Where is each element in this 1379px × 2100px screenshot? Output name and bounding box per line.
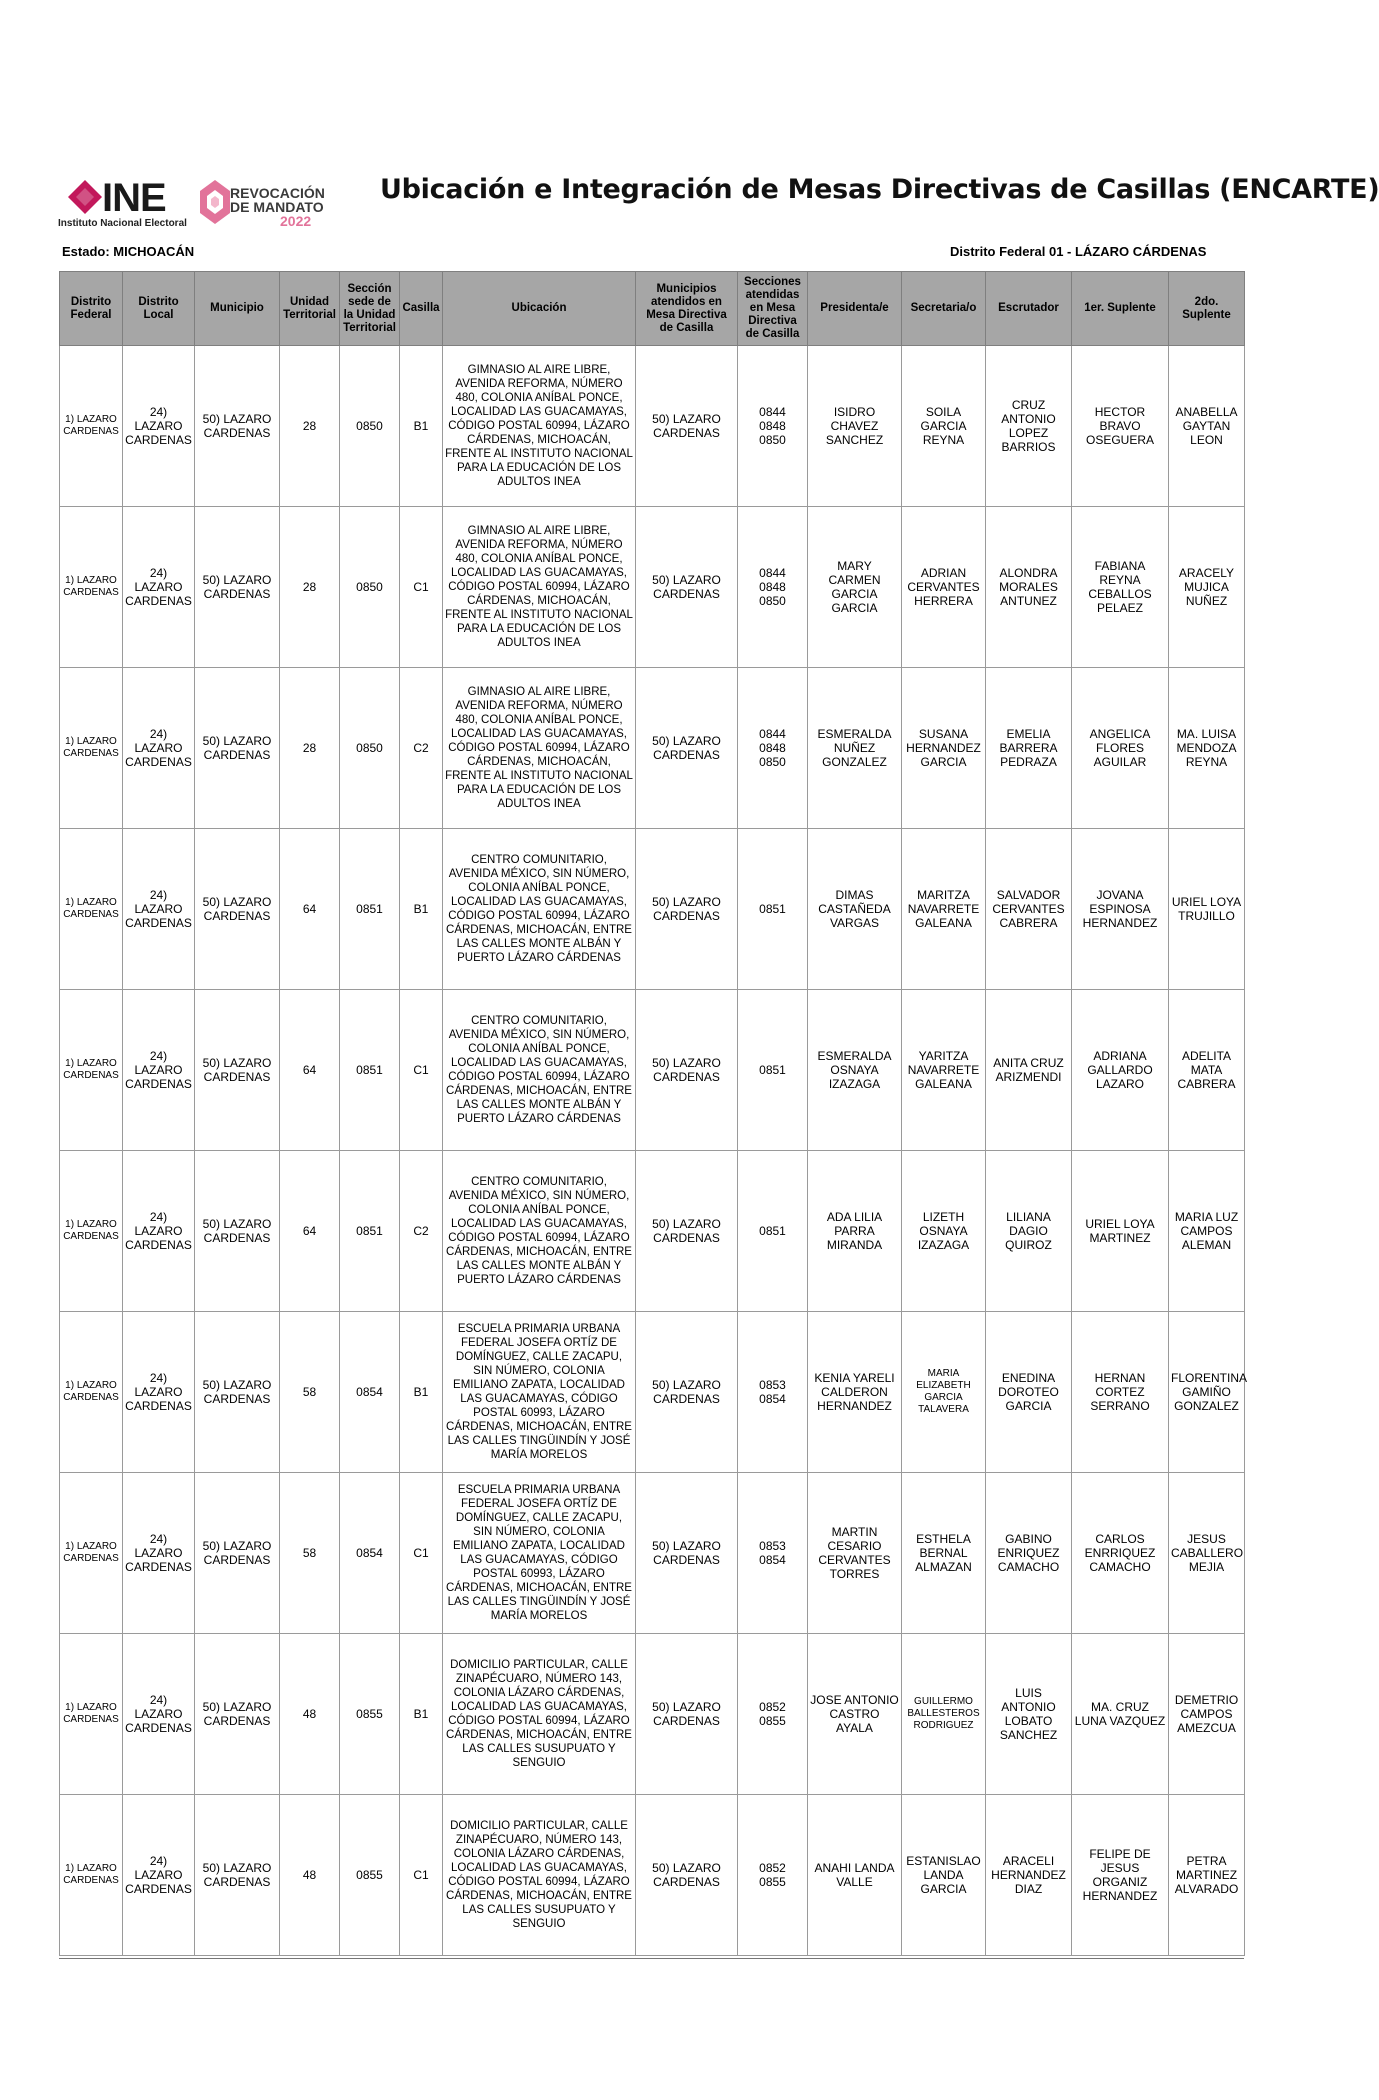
municipios-atendidos-cell: 50) LAZARO CARDENAS <box>636 507 738 668</box>
table-row <box>60 668 1245 829</box>
municipios-atendidos-cell: 50) LAZARO CARDENAS <box>636 1795 738 1956</box>
municipio-cell: 50) LAZARO CARDENAS <box>195 346 280 507</box>
municipio-cell: 50) LAZARO CARDENAS <box>195 507 280 668</box>
seccion-value: 0848 <box>759 580 786 594</box>
distrito-local-cell: 24) LAZARO CARDENAS <box>123 346 195 507</box>
seccion-sede-cell: 0850 <box>340 346 400 507</box>
secretario-cell: YARITZA NAVARRETE GALEANA <box>902 990 986 1151</box>
table-body <box>60 346 1248 1956</box>
bottom-rule <box>59 1958 1244 1959</box>
primer-suplente-cell: JOVANA ESPINOSA HERNANDEZ <box>1072 829 1169 990</box>
table-row <box>60 507 1245 668</box>
escrutador-cell: LILIANA DAGIO QUIROZ <box>986 1151 1072 1312</box>
casilla-cell: B1 <box>400 1634 443 1795</box>
secciones-atendidas-cell <box>738 1151 808 1312</box>
municipio-cell: 50) LAZARO CARDENAS <box>195 1473 280 1634</box>
seccion-sede-cell: 0851 <box>340 990 400 1151</box>
casilla-cell: C1 <box>400 990 443 1151</box>
table-row <box>60 1312 1245 1473</box>
casilla-cell: B1 <box>400 829 443 990</box>
seccion-value: 0850 <box>759 594 786 608</box>
primer-suplente-cell: FELIPE DE JESUS ORGANIZ HERNANDEZ <box>1072 1795 1169 1956</box>
revocacion-logo-text <box>230 186 325 214</box>
distrito-local-cell: 24) LAZARO CARDENAS <box>123 990 195 1151</box>
seccion-value: 0853 <box>759 1378 786 1392</box>
municipios-atendidos-cell: 50) LAZARO CARDENAS <box>636 1151 738 1312</box>
escrutador-cell: ALONDRA MORALES ANTUNEZ <box>986 507 1072 668</box>
seccion-value: 0850 <box>759 755 786 769</box>
seccion-sede-cell: 0851 <box>340 829 400 990</box>
ine-diamond-icon <box>68 180 102 214</box>
secretario-cell: LIZETH OSNAYA IZAZAGA <box>902 1151 986 1312</box>
primer-suplente-cell: FABIANA REYNA CEBALLOS PELAEZ <box>1072 507 1169 668</box>
column-header: 1er. Suplente <box>1072 272 1169 346</box>
presidente-cell: JOSE ANTONIO CASTRO AYALA <box>808 1634 902 1795</box>
municipio-cell: 50) LAZARO CARDENAS <box>195 1151 280 1312</box>
casilla-cell: C1 <box>400 507 443 668</box>
distrito-federal-cell: 1) LAZARO CARDENAS <box>60 829 123 990</box>
distrito-federal-cell: 1) LAZARO CARDENAS <box>60 1312 123 1473</box>
seccion-sede-cell: 0851 <box>340 1151 400 1312</box>
seccion-value: 0854 <box>759 1392 786 1406</box>
column-header: 2do. Suplente <box>1169 272 1245 346</box>
column-header: Unidad Territorial <box>280 272 340 346</box>
distrito-local-cell: 24) LAZARO CARDENAS <box>123 507 195 668</box>
encarte-table <box>59 271 1248 1956</box>
secciones-atendidas-cell <box>738 507 808 668</box>
seccion-sede-cell: 0854 <box>340 1473 400 1634</box>
distrito-local-cell: 24) LAZARO CARDENAS <box>123 668 195 829</box>
distrito-federal-cell: 1) LAZARO CARDENAS <box>60 507 123 668</box>
ubicacion-cell: CENTRO COMUNITARIO, AVENIDA MÉXICO, SIN NÚMERO, COLONIA ANÍBAL PONCE, LOCALIDAD LAS GUACAMAYAS, CÓDIGO POSTAL 60994, LÁZARO CÁRDENAS, MICHOACÁN, ENTRE LAS CALLES MONTE ALBÁN Y PUERTO LÁZARO CÁRDENAS <box>443 1151 636 1312</box>
presidente-cell: ESMERALDA NUÑEZ GONZALEZ <box>808 668 902 829</box>
table-row <box>60 1151 1245 1312</box>
secciones-atendidas-cell <box>738 990 808 1151</box>
column-header: Secretaria/o <box>902 272 986 346</box>
primer-suplente-cell: ANGELICA FLORES AGUILAR <box>1072 668 1169 829</box>
ubicacion-cell: CENTRO COMUNITARIO, AVENIDA MÉXICO, SIN NÚMERO, COLONIA ANÍBAL PONCE, LOCALIDAD LAS GUACAMAYAS, CÓDIGO POSTAL 60994, LÁZARO CÁRDENAS, MICHOACÁN, ENTRE LAS CALLES MONTE ALBÁN Y PUERTO LÁZARO CÁRDENAS <box>443 990 636 1151</box>
table-row <box>60 1795 1245 1956</box>
column-header: Sección sede de la Unidad Territorial <box>340 272 400 346</box>
municipios-atendidos-cell: 50) LAZARO CARDENAS <box>636 346 738 507</box>
escrutador-cell: CRUZ ANTONIO LOPEZ BARRIOS <box>986 346 1072 507</box>
seccion-value: 0844 <box>759 566 786 580</box>
distrito-local-cell: 24) LAZARO CARDENAS <box>123 1795 195 1956</box>
seccion-value: 0855 <box>759 1714 786 1728</box>
column-header: Casilla <box>400 272 443 346</box>
primer-suplente-cell: URIEL LOYA MARTINEZ <box>1072 1151 1169 1312</box>
primer-suplente-cell: ADRIANA GALLARDO LAZARO <box>1072 990 1169 1151</box>
seccion-sede-cell: 0850 <box>340 668 400 829</box>
column-header: Municipio <box>195 272 280 346</box>
table-row <box>60 990 1245 1151</box>
municipio-cell: 50) LAZARO CARDENAS <box>195 1312 280 1473</box>
secretario-cell: ADRIAN CERVANTES HERRERA <box>902 507 986 668</box>
municipios-atendidos-cell: 50) LAZARO CARDENAS <box>636 1312 738 1473</box>
escrutador-cell: EMELIA BARRERA PEDRAZA <box>986 668 1072 829</box>
escrutador-cell: GABINO ENRIQUEZ CAMACHO <box>986 1473 1072 1634</box>
unidad-territorial-cell: 28 <box>280 507 340 668</box>
municipios-atendidos-cell: 50) LAZARO CARDENAS <box>636 1473 738 1634</box>
unidad-territorial-cell: 58 <box>280 1473 340 1634</box>
municipios-atendidos-cell: 50) LAZARO CARDENAS <box>636 1634 738 1795</box>
ubicacion-cell: GIMNASIO AL AIRE LIBRE, AVENIDA REFORMA, NÚMERO 480, COLONIA ANÍBAL PONCE, LOCALIDAD LAS GUACAMAYAS, CÓDIGO POSTAL 60994, LÁZARO CÁRDENAS, MICHOACÁN, FRENTE AL INSTITUTO NACIONAL PARA LA EDUCACIÓN DE LOS ADULTOS INEA <box>443 668 636 829</box>
column-header: Escrutador <box>986 272 1072 346</box>
table-header-row <box>60 272 1245 346</box>
distrito-federal-cell: 1) LAZARO CARDENAS <box>60 346 123 507</box>
seccion-value: 0855 <box>759 1875 786 1889</box>
presidente-cell: ADA LILIA PARRA MIRANDA <box>808 1151 902 1312</box>
seccion-value: 0851 <box>759 1224 786 1238</box>
unidad-territorial-cell: 28 <box>280 346 340 507</box>
secretario-cell: MARITZA NAVARRETE GALEANA <box>902 829 986 990</box>
seccion-value: 0851 <box>759 902 786 916</box>
document-title: Ubicación e Integración de Mesas Directivas de Casillas (ENCARTE) <box>380 174 1379 205</box>
presidente-cell: ESMERALDA OSNAYA IZAZAGA <box>808 990 902 1151</box>
seccion-sede-cell: 0855 <box>340 1795 400 1956</box>
presidente-cell: ANAHI LANDA VALLE <box>808 1795 902 1956</box>
ubicacion-cell: GIMNASIO AL AIRE LIBRE, AVENIDA REFORMA, NÚMERO 480, COLONIA ANÍBAL PONCE, LOCALIDAD LAS GUACAMAYAS, CÓDIGO POSTAL 60994, LÁZARO CÁRDENAS, MICHOACÁN, FRENTE AL INSTITUTO NACIONAL PARA LA EDUCACIÓN DE LOS ADULTOS INEA <box>443 507 636 668</box>
secciones-atendidas-cell <box>738 346 808 507</box>
municipio-cell: 50) LAZARO CARDENAS <box>195 829 280 990</box>
secciones-atendidas-cell <box>738 668 808 829</box>
secciones-atendidas-cell <box>738 829 808 990</box>
presidente-cell: MARY CARMEN GARCIA GARCIA <box>808 507 902 668</box>
secretario-cell: ESTHELA BERNAL ALMAZAN <box>902 1473 986 1634</box>
table-row <box>60 346 1245 507</box>
mandato-line: DE MANDATO <box>230 199 324 215</box>
municipio-cell: 50) LAZARO CARDENAS <box>195 668 280 829</box>
primer-suplente-cell: MA. CRUZ LUNA VAZQUEZ <box>1072 1634 1169 1795</box>
column-header: Ubicación <box>443 272 636 346</box>
municipio-cell: 50) LAZARO CARDENAS <box>195 1795 280 1956</box>
escrutador-cell: ENEDINA DOROTEO GARCIA <box>986 1312 1072 1473</box>
column-header: Secciones atendidas en Mesa Directiva de Casilla <box>738 272 808 346</box>
column-header: Distrito Federal <box>60 272 123 346</box>
escrutador-cell: SALVADOR CERVANTES CABRERA <box>986 829 1072 990</box>
presidente-cell: DIMAS CASTAÑEDA VARGAS <box>808 829 902 990</box>
distrito-local-cell: 24) LAZARO CARDENAS <box>123 1151 195 1312</box>
secciones-atendidas-cell <box>738 1795 808 1956</box>
seccion-value: 0852 <box>759 1861 786 1875</box>
seccion-value: 0844 <box>759 405 786 419</box>
municipios-atendidos-cell: 50) LAZARO CARDENAS <box>636 829 738 990</box>
distrito-federal-cell: 1) LAZARO CARDENAS <box>60 1151 123 1312</box>
distrito-federal-cell: 1) LAZARO CARDENAS <box>60 1795 123 1956</box>
municipios-atendidos-cell: 50) LAZARO CARDENAS <box>636 990 738 1151</box>
casilla-cell: B1 <box>400 346 443 507</box>
distrito-local-cell: 24) LAZARO CARDENAS <box>123 1312 195 1473</box>
secretario-cell: GUILLERMO BALLESTEROS RODRIGUEZ <box>902 1634 986 1795</box>
casilla-cell: C1 <box>400 1473 443 1634</box>
primer-suplente-cell: HERNAN CORTEZ SERRANO <box>1072 1312 1169 1473</box>
unidad-territorial-cell: 64 <box>280 829 340 990</box>
secciones-atendidas-cell <box>738 1634 808 1795</box>
distrito-federal-cell: 1) LAZARO CARDENAS <box>60 668 123 829</box>
distrito-label: Distrito Federal 01 - LÁZARO CÁRDENAS <box>950 244 1207 259</box>
seccion-sede-cell: 0850 <box>340 507 400 668</box>
distrito-federal-cell: 1) LAZARO CARDENAS <box>60 990 123 1151</box>
ubicacion-cell: GIMNASIO AL AIRE LIBRE, AVENIDA REFORMA, NÚMERO 480, COLONIA ANÍBAL PONCE, LOCALIDAD LAS GUACAMAYAS, CÓDIGO POSTAL 60994, LÁZARO CÁRDENAS, MICHOACÁN, FRENTE AL INSTITUTO NACIONAL PARA LA EDUCACIÓN DE LOS ADULTOS INEA <box>443 346 636 507</box>
seccion-value: 0851 <box>759 1063 786 1077</box>
seccion-value: 0853 <box>759 1539 786 1553</box>
seccion-value: 0854 <box>759 1553 786 1567</box>
segundo-suplente-cell: FLORENTINA GAMIÑO GONZALEZ <box>1169 1312 1245 1473</box>
presidente-cell: KENIA YARELI CALDERON HERNANDEZ <box>808 1312 902 1473</box>
escrutador-cell: ARACELI HERNANDEZ DIAZ <box>986 1795 1072 1956</box>
unidad-territorial-cell: 28 <box>280 668 340 829</box>
segundo-suplente-cell: PETRA MARTINEZ ALVARADO <box>1169 1795 1245 1956</box>
ubicacion-cell: DOMICILIO PARTICULAR, CALLE ZINAPÉCUARO, NÚMERO 143, COLONIA LÁZARO CÁRDENAS, LOCALIDAD LAS GUACAMAYAS, CÓDIGO POSTAL 60994, LÁZARO CÁRDENAS, MICHOACÁN, ENTRE LAS CALLES SUSUPUATO Y SENGUIO <box>443 1634 636 1795</box>
column-header: Municipios atendidos en Mesa Directiva de Casilla <box>636 272 738 346</box>
column-header: Distrito Local <box>123 272 195 346</box>
seccion-sede-cell: 0855 <box>340 1634 400 1795</box>
secciones-atendidas-cell <box>738 1312 808 1473</box>
seccion-value: 0850 <box>759 433 786 447</box>
secciones-atendidas-cell <box>738 1473 808 1634</box>
distrito-local-cell: 24) LAZARO CARDENAS <box>123 1634 195 1795</box>
secretario-cell: MARIA ELIZABETH GARCIA TALAVERA <box>902 1312 986 1473</box>
unidad-territorial-cell: 64 <box>280 990 340 1151</box>
ubicacion-cell: ESCUELA PRIMARIA URBANA FEDERAL JOSEFA ORTÍZ DE DOMÍNGUEZ, CALLE ZACAPU, SIN NÚMERO, COLONIA EMILIANO ZAPATA, LOCALIDAD LAS GUACAMAYAS, CÓDIGO POSTAL 60993, LÁZARO CÁRDENAS, MICHOACÁN, ENTRE LAS CALLES TINGÜINDÍN Y JOSÉ MARÍA MORELOS <box>443 1312 636 1473</box>
segundo-suplente-cell: MARIA LUZ CAMPOS ALEMAN <box>1169 1151 1245 1312</box>
unidad-territorial-cell: 64 <box>280 1151 340 1312</box>
primer-suplente-cell: CARLOS ENRRIQUEZ CAMACHO <box>1072 1473 1169 1634</box>
seccion-value: 0844 <box>759 727 786 741</box>
column-header: Presidenta/e <box>808 272 902 346</box>
seccion-value: 0852 <box>759 1700 786 1714</box>
primer-suplente-cell: HECTOR BRAVO OSEGUERA <box>1072 346 1169 507</box>
table-row <box>60 1634 1245 1795</box>
secretario-cell: SOILA GARCIA REYNA <box>902 346 986 507</box>
revocacion-year: 2022 <box>280 213 312 229</box>
ubicacion-cell: ESCUELA PRIMARIA URBANA FEDERAL JOSEFA ORTÍZ DE DOMÍNGUEZ, CALLE ZACAPU, SIN NÚMERO, COLONIA EMILIANO ZAPATA, LOCALIDAD LAS GUACAMAYAS, CÓDIGO POSTAL 60993, LÁZARO CÁRDENAS, MICHOACÁN, ENTRE LAS CALLES TINGÜINDÍN Y JOSÉ MARÍA MORELOS <box>443 1473 636 1634</box>
escrutador-cell: ANITA CRUZ ARIZMENDI <box>986 990 1072 1151</box>
presidente-cell: ISIDRO CHAVEZ SANCHEZ <box>808 346 902 507</box>
municipios-atendidos-cell: 50) LAZARO CARDENAS <box>636 668 738 829</box>
segundo-suplente-cell: MA. LUISA MENDOZA REYNA <box>1169 668 1245 829</box>
casilla-cell: C1 <box>400 1795 443 1956</box>
municipio-cell: 50) LAZARO CARDENAS <box>195 1634 280 1795</box>
municipio-cell: 50) LAZARO CARDENAS <box>195 990 280 1151</box>
escrutador-cell: LUIS ANTONIO LOBATO SANCHEZ <box>986 1634 1072 1795</box>
segundo-suplente-cell: URIEL LOYA TRUJILLO <box>1169 829 1245 990</box>
ine-wordmark: INE <box>102 176 166 220</box>
casilla-cell: C2 <box>400 668 443 829</box>
ubicacion-cell: DOMICILIO PARTICULAR, CALLE ZINAPÉCUARO, NÚMERO 143, COLONIA LÁZARO CÁRDENAS, LOCALIDAD LAS GUACAMAYAS, CÓDIGO POSTAL 60994, LÁZARO CÁRDENAS, MICHOACÁN, ENTRE LAS CALLES SUSUPUATO Y SENGUIO <box>443 1795 636 1956</box>
seccion-sede-cell: 0854 <box>340 1312 400 1473</box>
ine-subtitle: Instituto Nacional Electoral <box>58 218 187 229</box>
segundo-suplente-cell: ADELITA MATA CABRERA <box>1169 990 1245 1151</box>
secretario-cell: SUSANA HERNANDEZ GARCIA <box>902 668 986 829</box>
casilla-cell: C2 <box>400 1151 443 1312</box>
distrito-local-cell: 24) LAZARO CARDENAS <box>123 1473 195 1634</box>
secretario-cell: ESTANISLAO LANDA GARCIA <box>902 1795 986 1956</box>
unidad-territorial-cell: 58 <box>280 1312 340 1473</box>
seccion-value: 0848 <box>759 741 786 755</box>
table-row <box>60 829 1245 990</box>
distrito-federal-cell: 1) LAZARO CARDENAS <box>60 1473 123 1634</box>
estado-label: Estado: MICHOACÁN <box>62 244 195 259</box>
segundo-suplente-cell: JESUS CABALLERO MEJIA <box>1169 1473 1245 1634</box>
table-row <box>60 1473 1245 1634</box>
segundo-suplente-cell: ARACELY MUJICA NUÑEZ <box>1169 507 1245 668</box>
unidad-territorial-cell: 48 <box>280 1795 340 1956</box>
segundo-suplente-cell: ANABELLA GAYTAN LEON <box>1169 346 1245 507</box>
seccion-value: 0848 <box>759 419 786 433</box>
distrito-federal-cell: 1) LAZARO CARDENAS <box>60 1634 123 1795</box>
ine-logo <box>58 178 328 230</box>
casilla-cell: B1 <box>400 1312 443 1473</box>
segundo-suplente-cell: DEMETRIO CAMPOS AMEZCUA <box>1169 1634 1245 1795</box>
unidad-territorial-cell: 48 <box>280 1634 340 1795</box>
ubicacion-cell: CENTRO COMUNITARIO, AVENIDA MÉXICO, SIN NÚMERO, COLONIA ANÍBAL PONCE, LOCALIDAD LAS GUACAMAYAS, CÓDIGO POSTAL 60994, LÁZARO CÁRDENAS, MICHOACÁN, ENTRE LAS CALLES MONTE ALBÁN Y PUERTO LÁZARO CÁRDENAS <box>443 829 636 990</box>
presidente-cell: MARTIN CESARIO CERVANTES TORRES <box>808 1473 902 1634</box>
revocacion-mark-icon <box>200 180 230 224</box>
distrito-local-cell: 24) LAZARO CARDENAS <box>123 829 195 990</box>
revocacion-line: REVOCACIÓN <box>230 185 325 201</box>
